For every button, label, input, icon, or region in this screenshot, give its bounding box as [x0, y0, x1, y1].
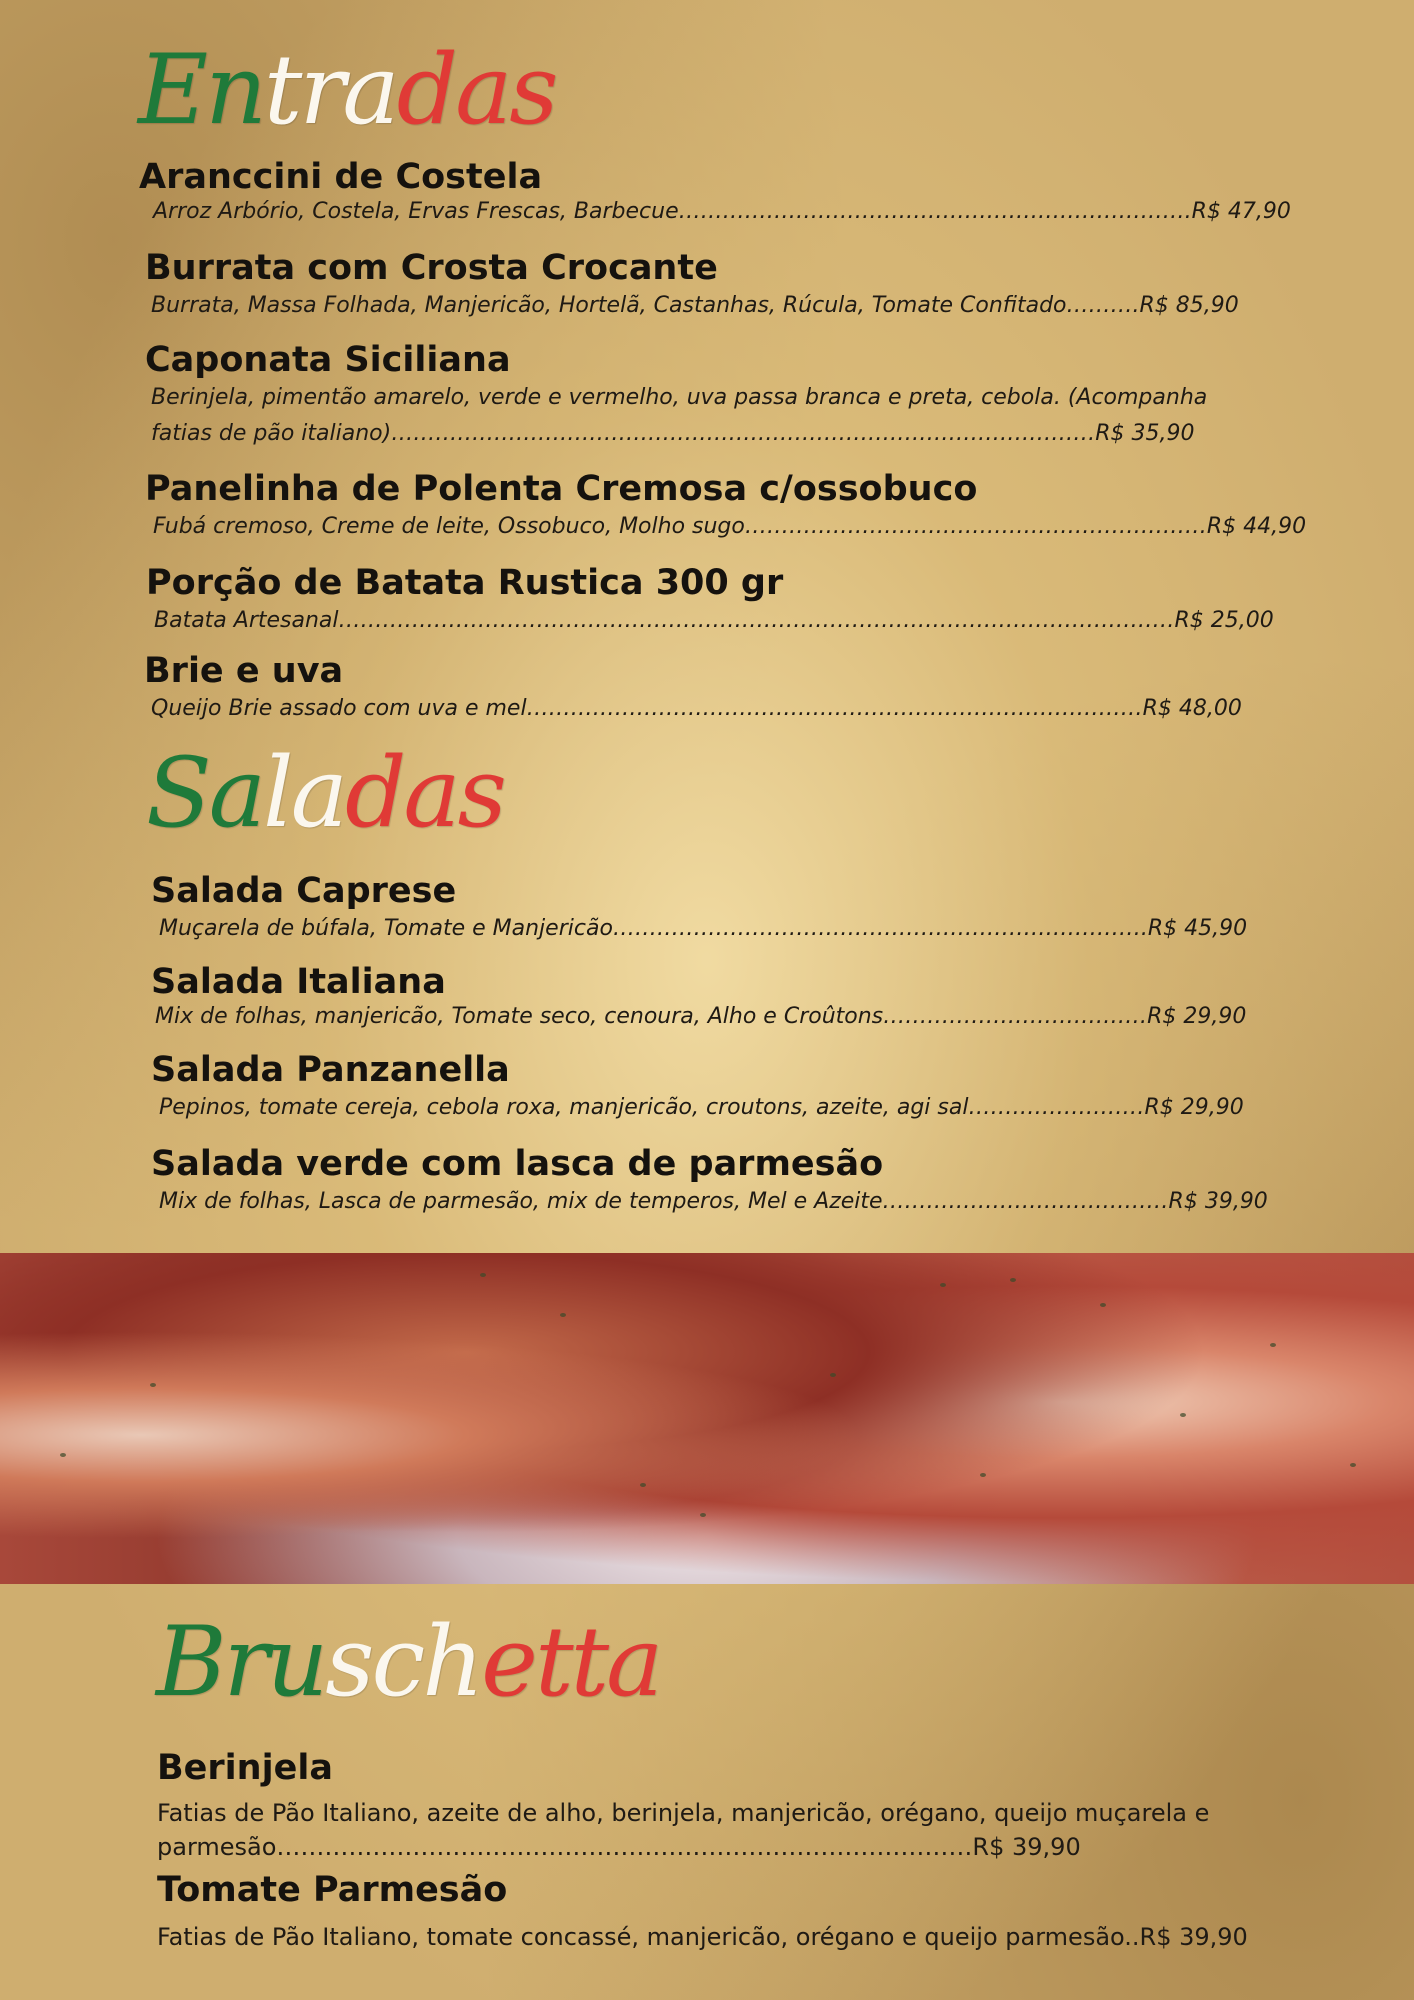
item-description: Pepinos, tomate cereja, cebola roxa, manjericão, croutons, azeite, agi sal……………………R$ 29,90 — [159, 1095, 1244, 1120]
menu-item-brie — [144, 651, 1244, 727]
item-description: Muçarela de búfala, Tomate e Manjericão……………………………………………………………….R$ 45,90 — [159, 916, 1248, 941]
title-part-white: tra — [263, 34, 397, 146]
item-description: Arroz Arbório, Costela, Ervas Frescas, Barbecue…………………………………………………………….R$ 47,90 — [153, 199, 1291, 224]
item-description: Berinjela, pimentão amarelo, verde e vermelho, uva passa branca e preta, cebola. (Acompanha fatias de pão italiano)……………………………………………………………………………………R$ 35,90 — [151, 385, 1208, 446]
menu-item-caponata — [145, 340, 1235, 452]
section-title-saladas — [146, 737, 504, 849]
title-part-red: das — [396, 34, 556, 146]
section-title-entradas — [138, 34, 556, 146]
title-part-white: la — [263, 737, 345, 849]
item-name: Berinjela — [157, 1748, 333, 1788]
item-name: Panelinha de Polenta Cremosa c/ossobuco — [145, 469, 978, 509]
menu-item-aranccini — [139, 157, 1291, 227]
bruschetta-photo — [0, 1253, 1414, 1584]
item-description: Mix de folhas, Lasca de parmesão, mix de temperos, Mel e Azeite…………………………………R$ 39,90 — [159, 1189, 1268, 1214]
item-description: Fubá cremoso, Creme de leite, Ossobuco, Molho sugo………………………………………………………R$ 44,90 — [153, 514, 1307, 539]
item-name: Salada Panzanella — [151, 1050, 510, 1090]
title-part-green: En — [138, 34, 264, 146]
item-name: Salada Italiana — [151, 962, 446, 1002]
title-part-red: das — [344, 737, 504, 849]
menu-item-burrata — [145, 248, 1245, 324]
item-name: Brie e uva — [144, 651, 344, 691]
title-part-red: etta — [481, 1606, 661, 1718]
menu-item-salada-caprese — [151, 871, 1251, 947]
title-part-green: Bru — [156, 1606, 326, 1718]
menu-item-salada-panzanella — [151, 1050, 1251, 1126]
title-part-white: sch — [325, 1606, 482, 1718]
item-name: Aranccini de Costela — [139, 157, 543, 197]
item-name: Porção de Batata Rustica 300 gr — [146, 563, 784, 603]
item-name: Tomate Parmesão — [157, 1870, 508, 1910]
item-description: Fatias de Pão Italiano, azeite de alho, berinjela, manjericão, orégano, queijo muçarela e parmesão……………………………………………………………………………R$ 39,90 — [157, 1799, 1210, 1861]
menu-item-salada-verde — [151, 1144, 1268, 1220]
item-description: Batata Artesanal……………………………………………………………………………………………………R$ 25,00 — [154, 608, 1274, 633]
menu-item-batata — [146, 563, 1274, 639]
menu-item-bruschetta-tomate-parmesao — [157, 1870, 1257, 1954]
menu-item-polenta — [145, 469, 1307, 545]
title-part-green: Sa — [146, 737, 263, 849]
item-name: Burrata com Crosta Crocante — [145, 248, 718, 288]
item-name: Salada Caprese — [151, 871, 457, 911]
item-name: Salada verde com lasca de parmesão — [151, 1144, 884, 1184]
menu-item-bruschetta-berinjela — [157, 1748, 1237, 1864]
item-description: Queijo Brie assado com uva e mel…………………………………………………………………………R$ 48,00 — [151, 696, 1242, 721]
item-description: Fatias de Pão Italiano, tomate concassé, manjericão, orégano e queijo parmesão..R$ 39,90 — [157, 1923, 1248, 1951]
section-title-bruschetta — [156, 1606, 661, 1718]
item-description: Mix de folhas, manjericão, Tomate seco, cenoura, Alho e Croûtons………………………………R$ 29,90 — [155, 1004, 1247, 1029]
menu-item-salada-italiana — [151, 962, 1251, 1032]
item-name: Caponata Siciliana — [145, 340, 511, 380]
item-description: Burrata, Massa Folhada, Manjericão, Hortelã, Castanhas, Rúcula, Tomate Confitado……….R$ 85,90 — [151, 293, 1239, 318]
